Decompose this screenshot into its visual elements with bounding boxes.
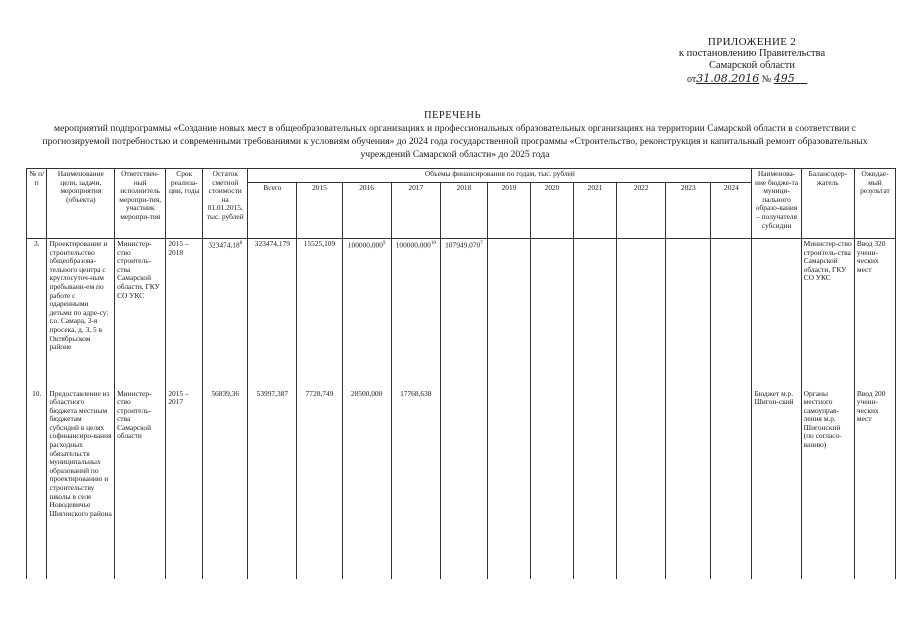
annex-date-prefix: от (687, 74, 697, 85)
table-row (27, 239, 896, 389)
doc-subtitle: мероприятий подпрограммы «Создание новых мест в общеобразовательных организациях и профессиональных образовательных организациях на территории Самарской области в соответствии с прогнозируемой потребностью и современными требованиями к условиям обучения» до 2024 года государственной программы «Строительство, реконструкция и капитальный ремонт образовательных учреждений Самарской области» до 2025 года (42, 123, 868, 160)
row-holder: Министер-ство строитель-ства Самарской области, ГКУ СО УКС (801, 239, 854, 389)
header-name: Наименование цели, задачи, мероприятия (объекта) (47, 169, 115, 239)
row-y2018: 107949,070$^7$ (440, 239, 487, 389)
annex-block (647, 36, 857, 86)
header-num: № п/п (27, 169, 47, 239)
row-y2015: 7728,749 (297, 389, 342, 579)
annex-title: ПРИЛОЖЕНИЕ 2 (707, 36, 797, 48)
table-row (27, 389, 896, 579)
row-holder: Органы местного самоуправ-ления м.р. Шигонский (по согласо-ванию) (801, 389, 854, 579)
row-result: Ввод 320 учени-ческих мест (854, 239, 895, 389)
row-y2017: 100000,000$^{10}$ (391, 239, 440, 389)
header-resp: Ответствен-ный исполнитель меропри-тия, участник меропри-тия (115, 169, 166, 239)
header-year: 2021 (574, 183, 617, 239)
header-year: 2016 (342, 183, 391, 239)
row-y2016: 28500,000 (342, 389, 391, 579)
funding-table (26, 168, 896, 579)
row-resp: Министер-ство строитель-ства Самарской области (115, 389, 166, 579)
header-year: 2023 (666, 183, 711, 239)
annex-line1: к постановлению Правительства (678, 48, 826, 59)
row-remain: 323474,18$^8$ (203, 239, 248, 389)
row-budget: Бюджет м.р. Шигон-ский (752, 389, 801, 579)
annex-date: 31.08.2016 (696, 72, 760, 85)
row-total: 53997,387 (248, 389, 297, 579)
row-term: 2015 – 2018 (166, 239, 203, 389)
row-resp: Министер-ство строитель-ства Самарской области, ГКУ СО УКС (115, 239, 166, 389)
header-total: Всего (248, 183, 297, 239)
annex-number-prefix: № (761, 74, 772, 85)
header-year: 2020 (531, 183, 574, 239)
row-y2015: 15525,109 (297, 239, 342, 389)
header-remain: Остаток сметной стоимости на 01.01.2015, тыс. рублей (203, 169, 248, 239)
row-total: 323474,179 (248, 239, 297, 389)
header-year: 2022 (617, 183, 666, 239)
row-result: Ввод 200 учени-ческих мест (854, 389, 895, 579)
annex-line2: Самарской области (709, 60, 795, 71)
row-y2017: 17768,638 (391, 389, 440, 579)
header-funding: Объемы финансирования по годам, тыс. рублей (248, 169, 752, 183)
row-y2016: 100000,000$^9$ (342, 239, 391, 389)
header-result: Ожидае-мый результат (854, 169, 895, 239)
header-year: 2018 (440, 183, 487, 239)
header-year: 2019 (487, 183, 530, 239)
annex-date-line (687, 73, 857, 86)
row-num: 3. (27, 239, 47, 389)
row-name: Предоставление из областного бюджета местным бюджетам субсидий в целях софинансиро-вания расходных обязательств муниципальных образований по проектированию и строительству школы в селе Новодевичье Шигонского района (47, 389, 115, 579)
header-year: 2024 (711, 183, 752, 239)
header-term: Срок реализа-ции, годы (166, 169, 203, 239)
row-budget (752, 239, 801, 389)
row-num: 10. (27, 389, 47, 579)
header-budget: Наименова-ние бюдже-та муници-пального образо-вания – получателя субсидии (752, 169, 801, 239)
annex-number: 495 (773, 72, 795, 85)
row-remain: 56839,36 (203, 389, 248, 579)
row-name: Проектирование и строительство общеобразова-тельного центра с круглосуточ-ным пребывани-ем по работе с одаренными детьми по адре-су: г.о. Самара, 3-я просека, д. 3, 5 в Октябрьском районе (47, 239, 115, 389)
header-year: 2017 (391, 183, 440, 239)
header-year: 2015 (297, 183, 342, 239)
row-term: 2015 – 2017 (166, 389, 203, 579)
doc-title: ПЕРЕЧЕНЬ (423, 110, 482, 121)
header-holder: Балансодер-жатель (801, 169, 854, 239)
